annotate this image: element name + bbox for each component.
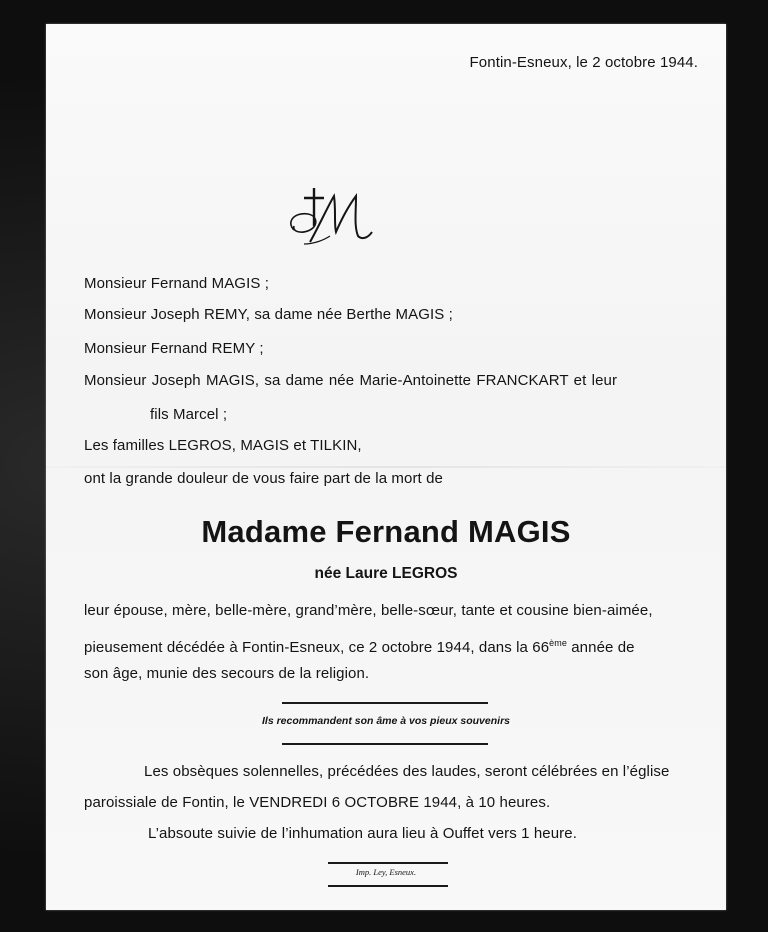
recipient-line-4-continued: fils Marcel ; xyxy=(150,406,228,423)
recipient-line-5: Les familles LEGROS, MAGIS et TILKIN, xyxy=(84,437,362,454)
divider-top xyxy=(282,702,488,704)
announcement-line: ont la grande douleur de vous faire part de la mort de xyxy=(84,470,443,487)
cross-monogram-svg xyxy=(284,182,380,248)
divider-bottom xyxy=(282,743,488,745)
maiden-name-line: née Laure LEGROS xyxy=(314,565,458,582)
funeral-line-3: L’absoute suivie de l’inhumation aura lieu à Ouffet vers 1 heure. xyxy=(148,825,577,842)
printer-imprint: Imp. Ley, Esneux. xyxy=(355,867,417,877)
description-line-2-end: année de xyxy=(566,639,635,656)
description-ordinal-suffix: ème xyxy=(549,638,567,648)
description-line-3: son âge, munie des secours de la religion. xyxy=(84,665,370,682)
paper-fold-crease xyxy=(46,466,726,468)
date-place-line: Fontin-Esneux, le 2 octobre 1944. xyxy=(469,54,698,71)
recipient-line-1: Monsieur Fernand MAGIS ; xyxy=(84,275,269,292)
description-line-1: leur épouse, mère, belle-mère, grand’mère, belle-sœur, tante et cousine bien-aimée, xyxy=(84,602,653,619)
funeral-line-2: paroissiale de Fontin, le VENDREDI 6 OCTOBRE 1944, à 10 heures. xyxy=(84,794,551,811)
recipient-line-2: Monsieur Joseph REMY, sa dame née Berthe MAGIS ; xyxy=(84,306,453,323)
cross-monogram-icon xyxy=(284,182,380,248)
printer-divider-top xyxy=(328,862,448,864)
deceased-name-heading: Madame Fernand MAGIS xyxy=(201,514,571,549)
recipient-line-3: Monsieur Fernand REMY ; xyxy=(84,340,264,357)
death-notice-card xyxy=(46,24,726,910)
funeral-line-1: Les obsèques solennelles, précédées des laudes, seront célébrées en l’église xyxy=(144,763,670,780)
recipient-line-4: Monsieur Joseph MAGIS, sa dame née Marie-Antoinette FRANCKART et leur xyxy=(84,372,618,389)
recommendation-line: Ils recommandent son âme à vos pieux souvenirs xyxy=(261,715,510,727)
description-line-2 xyxy=(84,634,635,657)
description-line-2-text: pieusement décédée à Fontin-Esneux, ce 2 octobre 1944, dans la 66 xyxy=(84,639,550,656)
printer-divider-bottom xyxy=(328,885,448,887)
